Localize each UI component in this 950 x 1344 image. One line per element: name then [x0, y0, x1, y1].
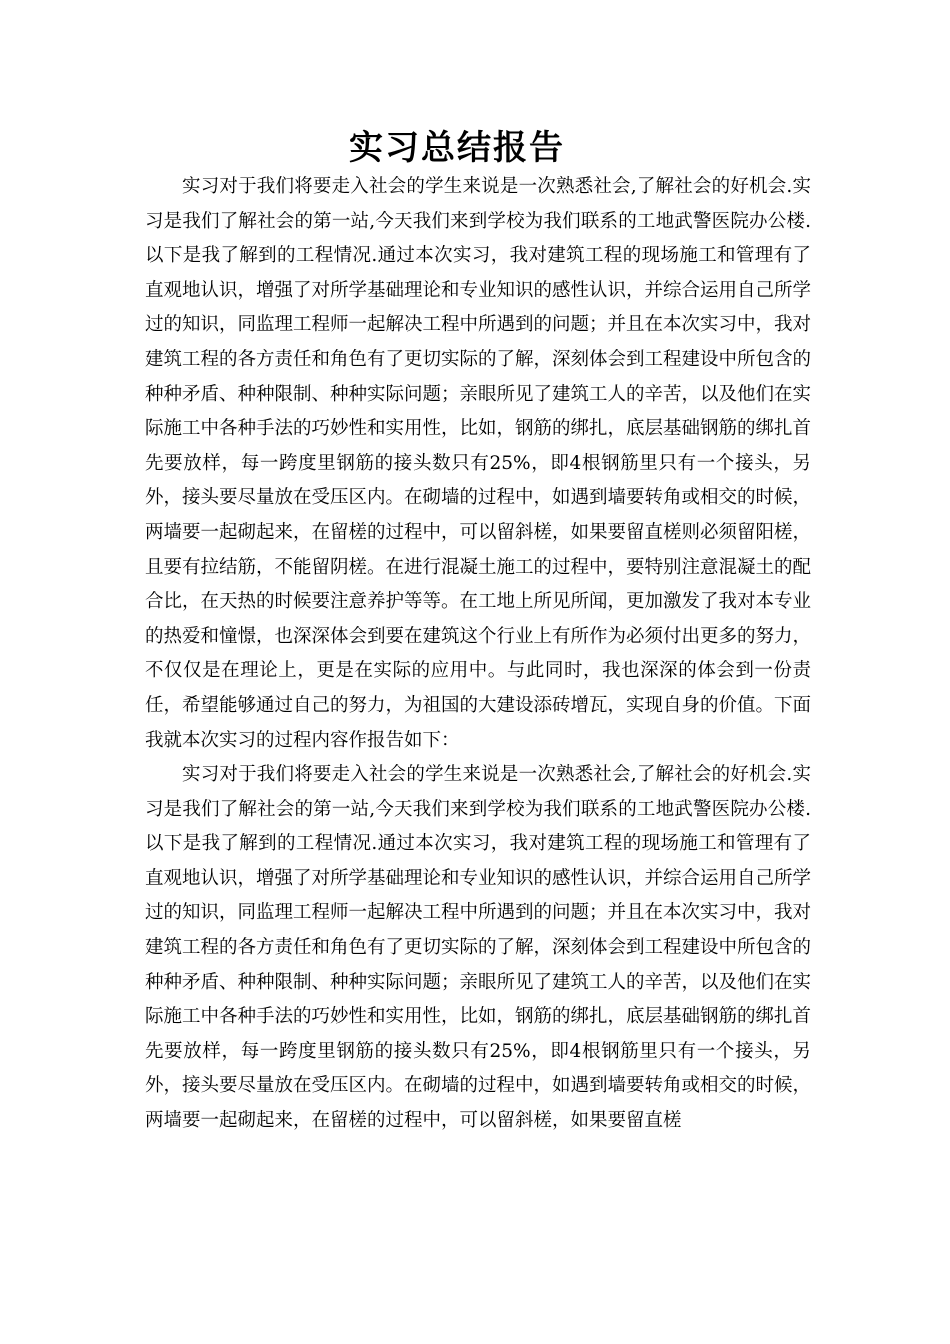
paragraph-1: 实习对于我们将要走入社会的学生来说是一次熟悉社会,了解社会的好机会.实习是我们了解社会的第一站,今天我们来到学校为我们联系的工地武警医院办公楼.以下是我了解到的工程情况.通过本次实习，我对建筑工程的现场施工和管理有了直观地认识，增强了对所学基础理论和专业知识的感性认识，并综合运用自己所学过的知识，同监理工程师一起解决工程中所遇到的问题；并且在本次实习中，我对建筑工程的各方责任和角色有了更切实际的了解，深刻体会到工程建设中所包含的种种矛盾、种种限制、种种实际问题；亲眼所见了建筑工人的辛苦，以及他们在实际施工中各种手法的巧妙性和实用性，比如，钢筋的绑扎，底层基础钢筋的绑扎首先要放样，每一跨度里钢筋的接头数只有25%，即4根钢筋里只有一个接头，另外，接头要尽量放在受压区内。在砌墙的过程中，如遇到墙要转角或相交的时候，两墙要一起砌起来，在留槎的过程中，可以留斜槎，如果要留直槎则必须留阳槎，且要有拉结筋，不能留阴槎。在进行混凝土施工的过程中，要特别注意混凝土的配合比，在天热的时候要注意养护等等。在工地上所见所闻，更加激发了我对本专业的热爱和憧憬，也深深体会到要在建筑这个行业上有所作为必须付出更多的努力，不仅仅是在理论上，更是在实际的应用中。与此同时，我也深深的体会到一份责任，希望能够通过自己的努力，为祖国的大建设添砖增瓦，实现自身的价值。下面我就本次实习的过程内容作报告如下： — [145, 176, 812, 751]
document-body — [145, 170, 811, 1139]
paragraph-2: 实习对于我们将要走入社会的学生来说是一次熟悉社会,了解社会的好机会.实习是我们了解社会的第一站,今天我们来到学校为我们联系的工地武警医院办公楼.以下是我了解到的工程情况.通过本次实习，我对建筑工程的现场施工和管理有了直观地认识，增强了对所学基础理论和专业知识的感性认识，并综合运用自己所学过的知识，同监理工程师一起解决工程中所遇到的问题；并且在本次实习中，我对建筑工程的各方责任和角色有了更切实际的了解，深刻体会到工程建设中所包含的种种矛盾、种种限制、种种实际问题；亲眼所见了建筑工人的辛苦，以及他们在实际施工中各种手法的巧妙性和实用性，比如，钢筋的绑扎，底层基础钢筋的绑扎首先要放样，每一跨度里钢筋的接头数只有25%，即4根钢筋里只有一个接头，另外，接头要尽量放在受压区内。在砌墙的过程中，如遇到墙要转角或相交的时候，两墙要一起砌起来，在留槎的过程中，可以留斜槎，如果要留直槎 — [145, 764, 812, 1132]
document-title: 实习总结报告 — [349, 128, 565, 168]
